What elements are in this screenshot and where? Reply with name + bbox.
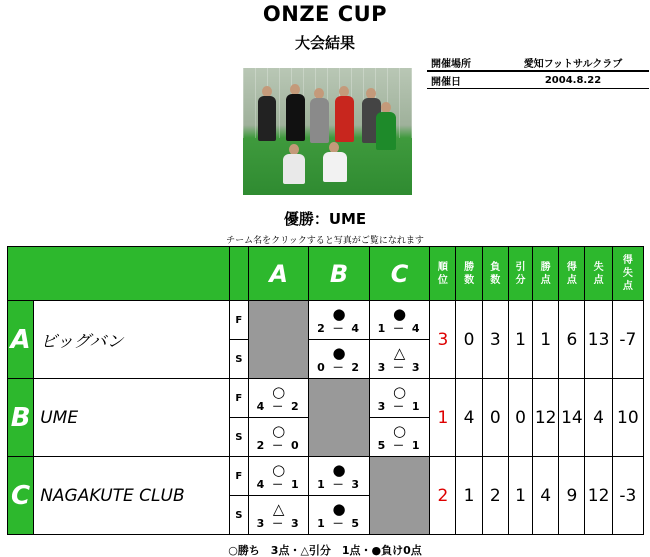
match-cell <box>369 379 429 418</box>
result-mark: ● <box>393 304 407 323</box>
result-mark: ○ <box>393 382 407 401</box>
page-title: ONZE CUP <box>262 2 388 26</box>
team-name-link[interactable]: ビッグバン <box>34 301 230 379</box>
stat-header-label: 順位 <box>437 261 448 286</box>
stat-header-5 <box>559 247 585 301</box>
self-match-cell <box>248 301 308 379</box>
column-header-a: A <box>248 247 308 301</box>
header-fs-blank <box>229 247 248 301</box>
stat-3: 1 <box>508 301 532 379</box>
match-score: 1 － 3 <box>317 477 362 491</box>
half-label: F <box>229 379 248 418</box>
venue-label: 開催場所 <box>431 59 471 70</box>
stat-1: 4 <box>456 379 482 457</box>
team-letter: B <box>8 379 34 457</box>
legend-text: ○勝ち 3点・△引分 1点・●負け0点 <box>228 544 422 557</box>
match-cell <box>369 340 429 379</box>
stat-4: 4 <box>533 457 559 535</box>
stat-header-4 <box>533 247 559 301</box>
stat-header-label: 得失点 <box>622 255 633 292</box>
team-photo <box>243 68 412 195</box>
stat-header-3 <box>508 247 532 301</box>
stat-7: 10 <box>612 379 643 457</box>
self-match-cell <box>369 457 429 535</box>
stat-5: 6 <box>559 301 585 379</box>
result-mark: ● <box>332 460 346 479</box>
half-label: S <box>229 340 248 379</box>
match-cell <box>248 496 308 535</box>
date-label: 開催日 <box>431 76 461 88</box>
result-mark: △ <box>393 343 406 362</box>
result-mark: ● <box>332 304 346 323</box>
half-label: S <box>229 496 248 535</box>
stat-header-label: 引分 <box>515 261 526 286</box>
match-score: 1 － 5 <box>317 516 362 530</box>
stat-header-6 <box>585 247 612 301</box>
stat-6: 13 <box>585 301 612 379</box>
stat-4: 12 <box>533 379 559 457</box>
click-note: チーム名をクリックすると写真がご覧になれます <box>226 236 424 246</box>
match-score: 3 － 3 <box>256 516 301 530</box>
stat-1: 0 <box>456 301 482 379</box>
stat-7: -7 <box>612 301 643 379</box>
stat-2: 0 <box>482 379 508 457</box>
stat-4: 1 <box>533 301 559 379</box>
date-value: 2004.8.22 <box>544 74 602 86</box>
stat-5: 9 <box>559 457 585 535</box>
match-score: 5 － 1 <box>377 438 422 452</box>
stat-7: -3 <box>612 457 643 535</box>
stat-header-label: 負数 <box>490 261 501 286</box>
match-score: 3 － 3 <box>377 360 422 374</box>
half-label: S <box>229 418 248 457</box>
header-row <box>8 247 644 301</box>
match-cell <box>248 418 308 457</box>
column-header-c: C <box>369 247 429 301</box>
results-table <box>7 246 644 535</box>
match-score: 4 － 2 <box>256 399 301 413</box>
stat-header-2 <box>482 247 508 301</box>
stat-header-0 <box>430 247 456 301</box>
stat-0: 3 <box>430 301 456 379</box>
team-name-link[interactable]: NAGAKUTE CLUB <box>34 457 230 535</box>
match-score: 1 － 4 <box>377 321 422 335</box>
event-info <box>427 55 649 89</box>
header-blank <box>8 247 230 301</box>
stat-1: 1 <box>456 457 482 535</box>
match-cell <box>309 340 369 379</box>
match-score: 2 － 0 <box>256 438 301 452</box>
team-a-row-f <box>8 301 644 340</box>
match-score: 4 － 1 <box>256 477 301 491</box>
team-b-row-f <box>8 379 644 418</box>
result-mark: ○ <box>272 460 286 479</box>
stat-0: 1 <box>430 379 456 457</box>
stat-header-1 <box>456 247 482 301</box>
match-cell <box>309 301 369 340</box>
result-mark: ○ <box>272 421 286 440</box>
result-mark: ○ <box>272 382 286 401</box>
stat-2: 2 <box>482 457 508 535</box>
match-score: 3 － 1 <box>377 399 422 413</box>
result-mark: ● <box>332 343 346 362</box>
stat-header-label: 勝数 <box>464 261 475 286</box>
date-row <box>427 72 649 89</box>
match-cell <box>309 457 369 496</box>
match-score: 0 － 2 <box>317 360 362 374</box>
stat-2: 3 <box>482 301 508 379</box>
match-cell <box>309 496 369 535</box>
stat-3: 1 <box>508 457 532 535</box>
match-cell <box>369 301 429 340</box>
half-label: F <box>229 301 248 340</box>
self-match-cell <box>309 379 369 457</box>
column-header-b: B <box>309 247 369 301</box>
team-letter: C <box>8 457 34 535</box>
match-cell <box>248 457 308 496</box>
stat-6: 12 <box>585 457 612 535</box>
team-name-link[interactable]: UME <box>34 379 230 457</box>
half-label: F <box>229 457 248 496</box>
venue-value: 愛知フットサルクラブ <box>523 59 623 70</box>
stat-6: 4 <box>585 379 612 457</box>
stat-3: 0 <box>508 379 532 457</box>
match-cell <box>248 379 308 418</box>
result-mark: ○ <box>393 421 407 440</box>
team-c-row-f <box>8 457 644 496</box>
champion-text: 優勝：UME <box>283 210 367 228</box>
match-cell <box>369 418 429 457</box>
stat-header-label: 得点 <box>566 261 577 286</box>
stat-0: 2 <box>430 457 456 535</box>
result-mark: ● <box>332 499 346 518</box>
stat-header-label: 勝点 <box>540 261 551 286</box>
stat-header-label: 失点 <box>593 261 604 286</box>
page-subtitle: 大会結果 <box>294 34 355 52</box>
team-letter: A <box>8 301 34 379</box>
match-score: 2 － 4 <box>317 321 362 335</box>
stat-header-7 <box>612 247 643 301</box>
result-mark: △ <box>272 499 285 518</box>
stat-5: 14 <box>559 379 585 457</box>
venue-row <box>427 55 649 72</box>
